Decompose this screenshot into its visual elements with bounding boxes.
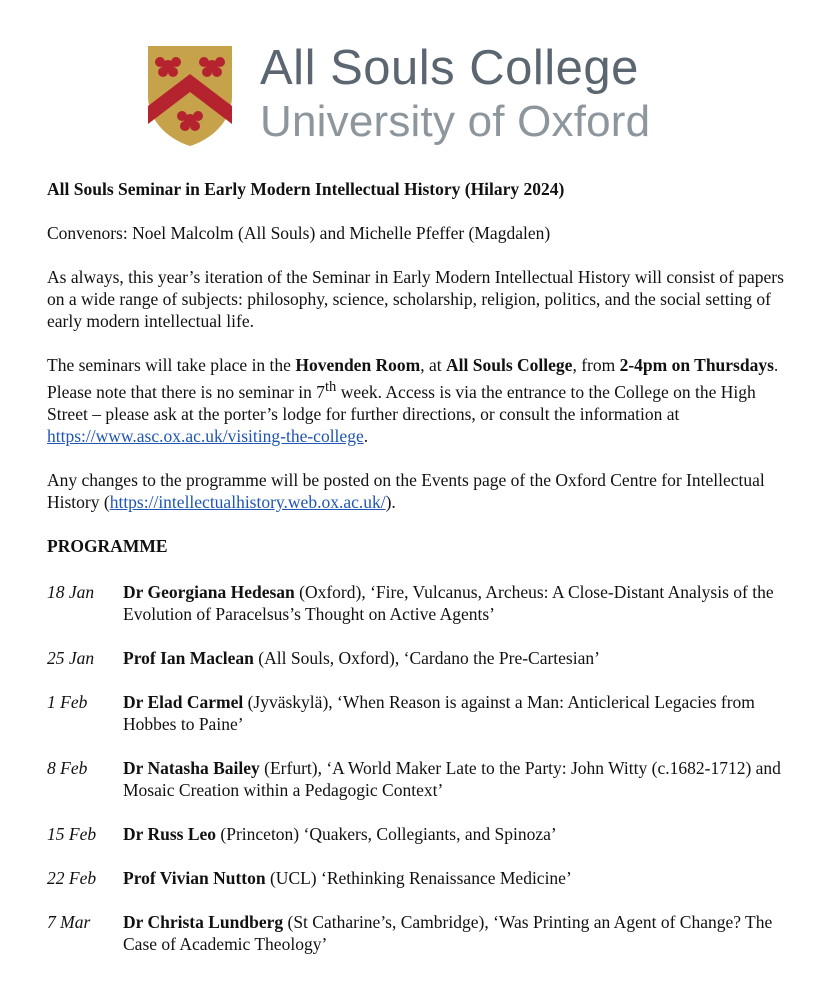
speaker-name: Prof Vivian Nutton (123, 867, 266, 888)
convenors: Convenors: Noel Malcolm (All Souls) and Michelle Pfeffer (Magdalen) (47, 223, 551, 243)
talk-detail: (Oxford), ‘Fire, Vulcanus, Archeus: A Close-Distant Analysis of the Evolution of Paracelsus’s Thought on Active Agents’ (123, 581, 774, 624)
programme-date: 7 Mar (47, 911, 91, 932)
college-location: All Souls College (446, 355, 573, 375)
location-paragraph: The seminars will take place in the Hovenden Room, at All Souls College, from 2-4pm on Thursdays. Please note that there is no seminar in 7th week. Access is via the entrance to the College on the High Street – please ask at the porter’s lodge for further directions, or consult the information at https://www.asc.ox.ac.uk/visiting-the-college. (47, 355, 779, 446)
talk-detail: (All Souls, Oxford), ‘Cardano the Pre-Cartesian’ (253, 647, 600, 668)
talk-detail: (Jyväskylä), ‘When Reason is against a Man: Anticlerical Legacies from Hobbes to Paine’ (123, 691, 755, 734)
programme-date: 15 Feb (47, 823, 97, 844)
programme-date: 1 Feb (47, 691, 88, 712)
programme-talk (123, 757, 797, 801)
programme-heading: PROGRAMME (47, 535, 168, 556)
speaker-name: Dr Russ Leo (123, 823, 217, 844)
programme-talk (123, 581, 797, 625)
programme-talk (123, 823, 797, 845)
visiting-college-link[interactable]: https://www.asc.ox.ac.uk/visiting-the-college (47, 425, 364, 446)
letterhead-text (260, 41, 651, 146)
talk-detail: (UCL) ‘Rethinking Renaissance Medicine’ (265, 867, 572, 888)
programme-row (47, 823, 797, 845)
programme-list (47, 581, 797, 955)
intellectual-history-link[interactable]: https://intellectualhistory.web.ox.ac.uk/ (109, 491, 386, 512)
programme-date: 18 Jan (47, 581, 95, 602)
programme-row (47, 757, 797, 801)
speaker-name: Prof Ian Maclean (123, 647, 254, 668)
programme-talk (123, 691, 797, 735)
intro-paragraph: As always, this year’s iteration of the Seminar in Early Modern Intellectual History will consist of papers on a wide range of subjects: philosophy, science, scholarship, religion, politics, and the social setting of early modern intellectual life. (47, 267, 784, 331)
programme-row (47, 647, 797, 669)
changes-paragraph: Any changes to the programme will be posted on the Events page of the Oxford Centre for Intellectual History (https://intellectualhistory.web.ox.ac.uk/). (47, 469, 765, 512)
speaker-name: Dr Elad Carmel (123, 691, 244, 712)
programme-date: 25 Jan (47, 647, 95, 668)
speaker-name: Dr Natasha Bailey (123, 757, 260, 778)
room-name: Hovenden Room (295, 355, 421, 375)
programme-row (47, 581, 797, 625)
programme-row (47, 911, 797, 955)
document-body (47, 178, 797, 977)
programme-talk (123, 867, 797, 889)
college-crest-logo (146, 44, 234, 148)
programme-date: 8 Feb (47, 757, 88, 778)
programme-row (47, 867, 797, 889)
programme-talk (123, 647, 797, 669)
speaker-name: Dr Christa Lundberg (123, 911, 284, 932)
speaker-name: Dr Georgiana Hedesan (123, 581, 295, 602)
college-name: All Souls College (260, 41, 639, 95)
programme-row (47, 691, 797, 735)
talk-detail: (St Catharine’s, Cambridge), ‘Was Printing an Agent of Change? The Case of Academic Theology’ (123, 911, 773, 954)
university-name: University of Oxford (260, 97, 651, 146)
talk-detail: (Princeton) ‘Quakers, Collegiants, and Spinoza’ (216, 823, 557, 844)
programme-date: 22 Feb (47, 867, 97, 888)
programme-talk (123, 911, 797, 955)
letterhead (146, 41, 651, 148)
document-title: All Souls Seminar in Early Modern Intellectual History (Hilary 2024) (47, 179, 565, 199)
talk-detail: (Erfurt), ‘A World Maker Late to the Party: John Witty (c.1682-1712) and Mosaic Creation within a Pedagogic Context’ (123, 757, 781, 800)
seminar-time: 2-4pm on Thursdays (619, 355, 774, 375)
